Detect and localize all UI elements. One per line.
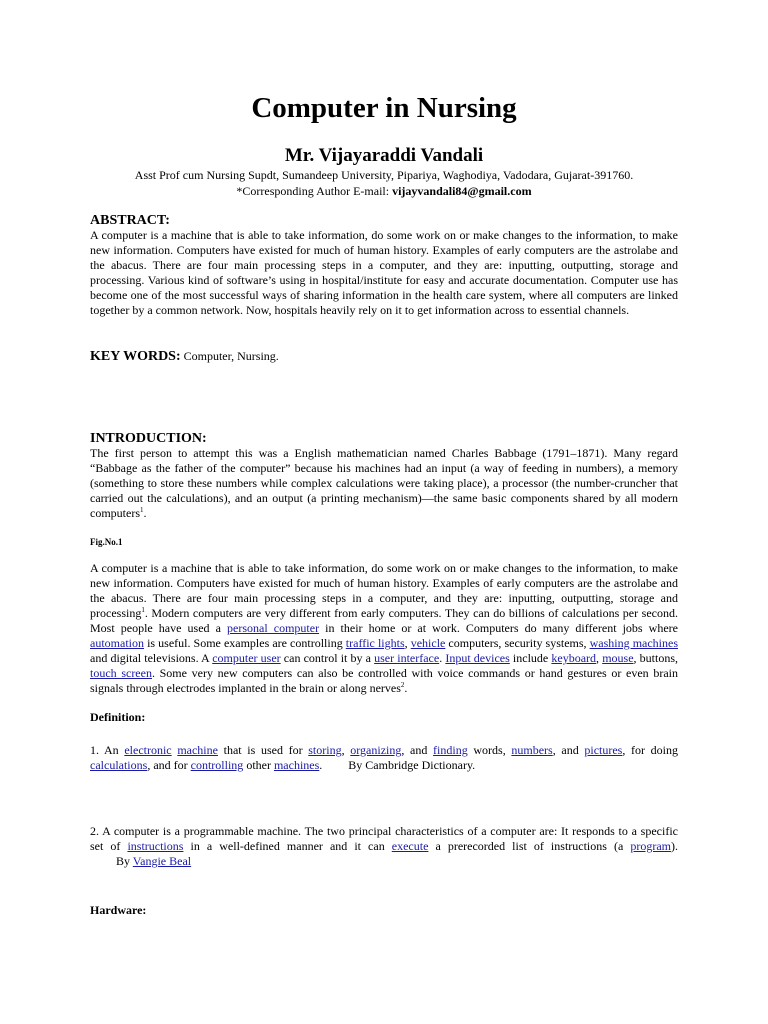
abstract-text: A computer is a machine that is able to take information, do some work on or make changes to the information, to make new information. Computers have existed for much of human history. Examples of early computers are the astrolabe and the abacus. There are four main processing steps in a computer, and they are: inputting, outputting, storage and processing. Various kind of software’s using in hospital/institute for easy and accurate documentation. Computer use has become one of the most successful ways of sharing information in the health care system, where all computers are linked together by a common network. Now, hospitals heavily rely on it to get information across to essential channels. <box>90 228 678 317</box>
affiliation-block <box>0 167 768 199</box>
link-vangie-beal[interactable]: Vangie Beal <box>132 854 192 868</box>
link-user-interface[interactable]: user interface <box>374 651 440 665</box>
definition-text: , and for <box>147 758 191 772</box>
definition-text: , for doing <box>622 743 679 757</box>
definition-text: a prerecorded list of instructions (a <box>428 839 631 853</box>
computer-paragraph <box>90 561 678 696</box>
link-computer-user[interactable]: computer user <box>212 651 281 665</box>
definition-text: that is used for <box>217 743 309 757</box>
hardware-heading: Hardware: <box>90 903 147 917</box>
definition-source: By Cambridge Dictionary. <box>348 758 476 772</box>
page-title: Computer in Nursing <box>251 92 517 124</box>
definition-source <box>116 854 191 869</box>
paragraph-text: , <box>404 636 411 650</box>
link-personal-computer[interactable]: personal computer <box>227 621 320 635</box>
link-touch-screen[interactable]: touch screen <box>90 666 152 680</box>
introduction-end: . <box>143 506 147 520</box>
hardware-section <box>90 903 678 918</box>
paragraph-text: can control it by a <box>280 651 375 665</box>
link-execute[interactable]: execute <box>391 839 429 853</box>
citation-ref: 2 <box>400 681 405 689</box>
link-electronic[interactable]: electronic <box>124 743 172 757</box>
paragraph-text: , <box>596 651 603 665</box>
definition-text: 1. An <box>90 743 125 757</box>
introduction-body: The first person to attempt this was a English mathematician named Charles Babbage (1791–1871). Many regard “Babbage as the father of the computer” because his machines had an input (a way of feeding in numbers), a memory (something to store these numbers while complex calculations were taking place), a processor (the number-cruncher that carried out the calculations), and an output (a printing mechanism)—the same basic components shared by all modern computers <box>90 446 678 520</box>
link-finding[interactable]: finding <box>433 743 468 757</box>
link-machine[interactable]: machine <box>177 743 218 757</box>
definition-text: , and <box>552 743 585 757</box>
paragraph-text: . Modern computers are very different from early computers. They can do billions of calculations per second. Most people have used a <box>90 606 678 635</box>
link-calculations[interactable]: calculations <box>90 758 148 772</box>
definition-2 <box>90 824 678 869</box>
introduction-text <box>90 446 678 521</box>
link-automation[interactable]: automation <box>90 636 144 650</box>
definition-section <box>90 710 678 725</box>
link-controlling[interactable]: controlling <box>190 758 244 772</box>
definition-text: 2. A computer is a programmable machine. The two principal characteristics of a computer are: It responds to a specific set of <box>90 824 678 853</box>
definition-1 <box>90 743 678 773</box>
link-mouse[interactable]: mouse <box>602 651 634 665</box>
paragraph-text: , buttons, <box>633 651 679 665</box>
abstract-section <box>90 213 678 318</box>
keywords-section <box>90 349 678 364</box>
introduction-heading: INTRODUCTION: <box>90 431 207 446</box>
paragraph-text: A computer is a machine that is able to take information, do some work on or make changes to the information, to make new information. Computers have existed for much of human history. Examples of early computers are the astrolabe and the abacus. There are four main processing steps in a computer, and they are: inputting, outputting, storage and processing <box>90 561 678 620</box>
link-keyboard[interactable]: keyboard <box>551 651 597 665</box>
link-washing-machines[interactable]: washing machines <box>589 636 679 650</box>
definition-text: , and <box>401 743 434 757</box>
introduction-section <box>90 431 678 521</box>
paragraph-text: . <box>439 651 446 665</box>
fig-caption: Fig.No.1 <box>90 537 123 547</box>
definition-text: ). <box>671 839 679 853</box>
figure-label <box>90 534 678 550</box>
citation-ref: 1 <box>140 506 144 514</box>
paragraph-text: include <box>509 651 552 665</box>
link-machines[interactable]: machines <box>273 758 320 772</box>
author-name: Mr. Vijayaraddi Vandali <box>284 145 484 166</box>
link-numbers[interactable]: numbers <box>511 743 553 757</box>
definition-text: in a well-defined manner and it can <box>183 839 392 853</box>
link-traffic-lights[interactable]: traffic lights <box>345 636 405 650</box>
link-organizing[interactable]: organizing <box>350 743 402 757</box>
abstract-heading: ABSTRACT: <box>90 213 170 228</box>
keywords-text: Computer, Nursing. <box>180 349 279 363</box>
author-email: vijayvandali84@gmail.com <box>392 184 532 198</box>
definition-text: . <box>319 758 323 772</box>
corresponding-label: *Corresponding Author E-mail: <box>236 184 393 198</box>
keywords-heading: KEY WORDS: <box>90 349 181 364</box>
paragraph-text: . <box>404 681 408 695</box>
definition-text: , <box>341 743 351 757</box>
definition-text: other <box>243 758 274 772</box>
paragraph-text: computers, security systems, <box>445 636 590 650</box>
paragraph-text: is useful. Some examples are controlling <box>144 636 346 650</box>
source-prefix: By <box>116 854 133 868</box>
link-storing[interactable]: storing <box>308 743 342 757</box>
definition-text: words, <box>467 743 512 757</box>
paragraph-text: . Some very new computers can also be controlled with voice commands or hand gestures or even brain signals through electrodes implanted in the brain or along nerves <box>90 666 678 695</box>
link-input-devices[interactable]: Input devices <box>445 651 510 665</box>
link-instructions[interactable]: instructions <box>127 839 184 853</box>
affiliation-text: Asst Prof cum Nursing Supdt, Sumandeep University, Pipariya, Waghodiya, Vadodara, Gujarat-391760. <box>134 168 634 182</box>
corresponding-author <box>0 183 768 199</box>
definition-heading: Definition: <box>90 710 146 724</box>
paragraph-text: in their home or at work. Computers do many different jobs where <box>319 621 678 635</box>
link-program[interactable]: program <box>630 839 672 853</box>
paragraph-text: and digital televisions. A <box>90 651 213 665</box>
link-pictures[interactable]: pictures <box>584 743 623 757</box>
citation-ref: 1 <box>141 606 145 614</box>
link-vehicle[interactable]: vehicle <box>410 636 446 650</box>
